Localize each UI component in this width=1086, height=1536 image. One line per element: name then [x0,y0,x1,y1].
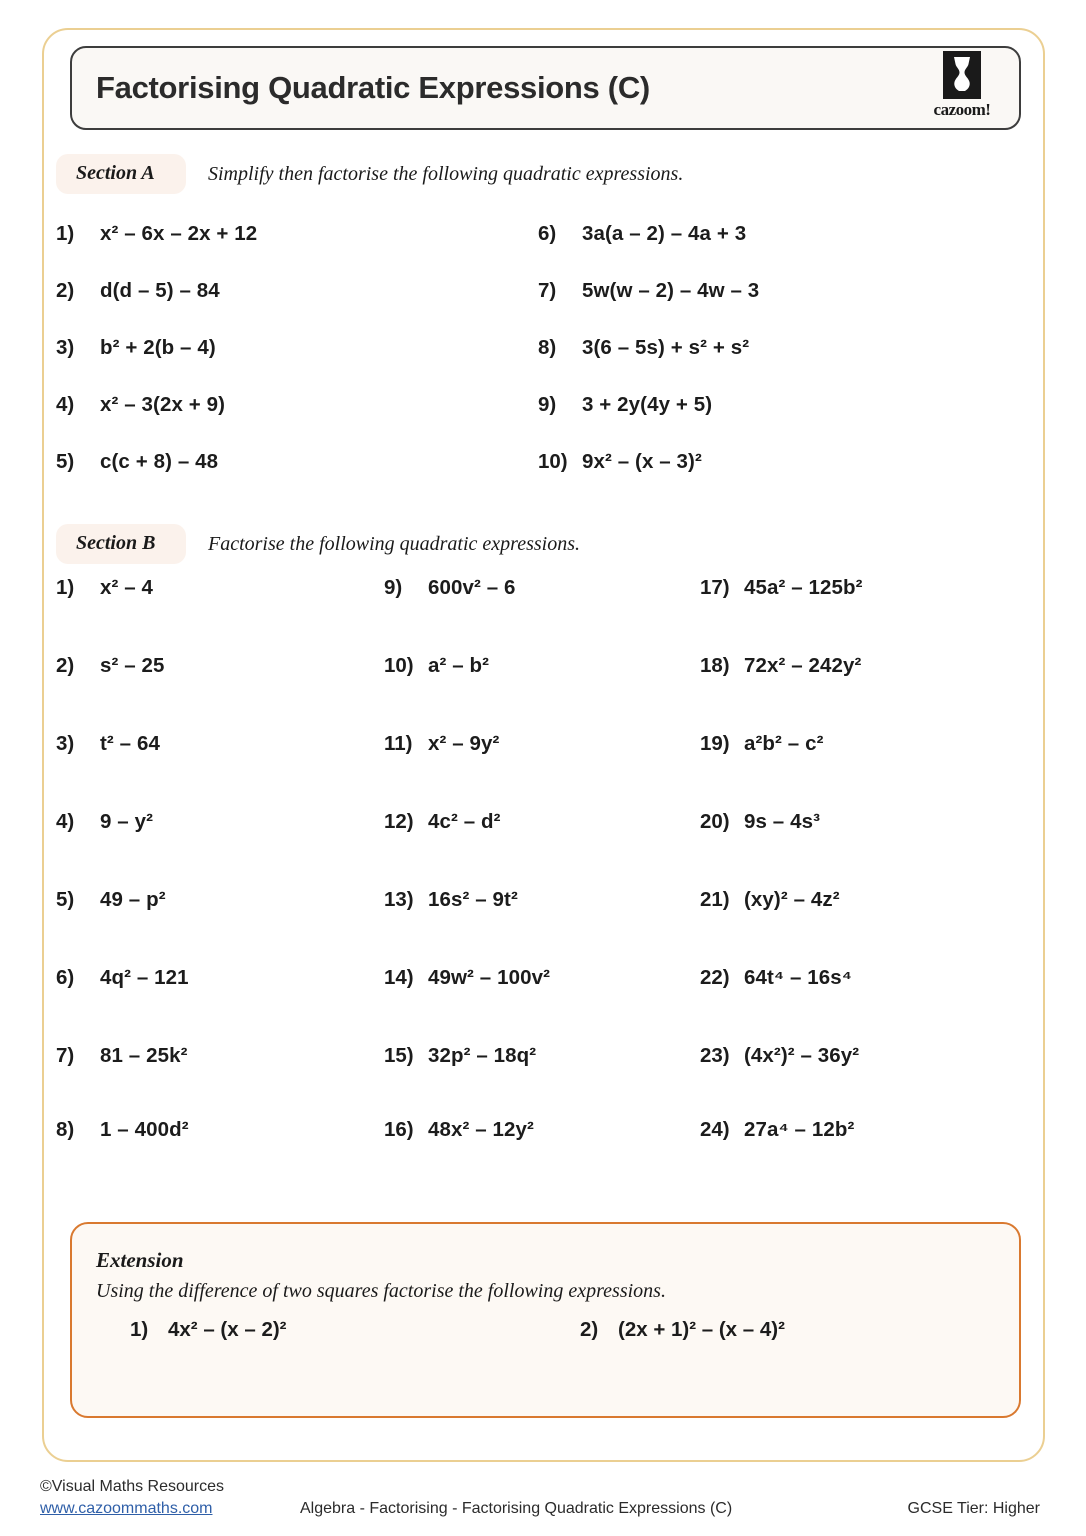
question-number: 4) [56,393,75,416]
question-expression: 49 – p² [100,888,166,911]
question-item [384,966,550,990]
section-b-label: Section B [76,532,156,554]
section-a-label: Section A [76,162,155,184]
section-b-instruction: Factorise the following quadratic expressions. [208,532,581,555]
question-number: 4) [56,810,75,833]
worksheet-title-box [70,46,1021,130]
question-item [700,732,824,756]
extension-instruction: Using the difference of two squares factorise the following expressions. [96,1280,666,1302]
question-expression: x² – 9y² [428,732,500,755]
question-expression: 9s – 4s³ [744,810,821,833]
question-item [538,450,702,474]
question-number: 5) [56,888,75,911]
question-expression: 3(6 – 5s) + s² + s² [582,336,750,359]
question-item [384,576,516,600]
question-number: 9) [538,393,557,416]
question-expression: d(d – 5) – 84 [100,279,220,302]
question-expression: 4x² – (x – 2)² [168,1318,287,1341]
question-item [384,654,489,678]
extension-box [70,1222,1021,1418]
question-number: 6) [538,222,557,245]
question-expression: s² – 25 [100,654,165,677]
question-number: 9) [384,576,403,599]
question-item [56,279,220,303]
footer-website-link[interactable]: www.cazoommaths.com [40,1500,213,1517]
question-item [700,1118,854,1142]
question-number: 2) [580,1318,599,1341]
question-expression: 3a(a – 2) – 4a + 3 [582,222,747,245]
question-expression: (2x + 1)² – (x – 4)² [618,1318,785,1341]
question-number: 24) [700,1118,730,1141]
question-number: 3) [56,336,75,359]
question-number: 22) [700,966,730,989]
question-item [56,888,166,912]
question-number: 7) [56,1044,75,1067]
question-expression: 16s² – 9t² [428,888,518,911]
section-b-pill [56,524,186,564]
section-a-pill [56,154,186,194]
question-item [56,576,153,600]
question-expression: x² – 3(2x + 9) [100,393,226,416]
question-number: 2) [56,279,75,302]
question-expression: b² + 2(b – 4) [100,336,216,359]
question-expression: x² – 6x – 2x + 12 [100,222,258,245]
footer-copyright: ©Visual Maths Resources [40,1478,225,1495]
question-item [384,1118,534,1142]
question-expression: (4x²)² – 36y² [744,1044,860,1067]
question-expression: x² – 4 [100,576,154,599]
question-item [56,1044,188,1068]
question-item [538,279,759,303]
question-number: 7) [538,279,557,302]
question-number: 21) [700,888,730,911]
question-item [384,732,499,756]
question-number: 19) [700,732,730,755]
question-item [700,1044,859,1068]
question-number: 14) [384,966,414,989]
question-expression: 64t⁴ – 16s⁴ [744,966,853,989]
cazoom-wordmark: cazoom! [933,100,991,119]
question-expression: (xy)² – 4z² [744,888,840,911]
footer-tier: GCSE Tier: Higher [907,1500,1040,1517]
question-expression: a²b² – c² [744,732,824,755]
question-number: 1) [56,222,75,245]
question-number: 5) [56,450,75,473]
footer-topic-path: Algebra - Factorising - Factorising Quadratic Expressions (C) [300,1500,733,1517]
question-item [56,966,189,990]
extension-question-item [580,1318,785,1342]
question-expression: 49w² – 100v² [428,966,550,989]
question-number: 11) [384,732,413,755]
question-expression: 81 – 25k² [100,1044,188,1067]
question-number: 6) [56,966,75,989]
page-title: Factorising Quadratic Expressions (C) [96,70,650,105]
question-item [384,810,501,834]
question-expression: c(c + 8) – 48 [100,450,219,473]
question-expression: 48x² – 12y² [428,1118,534,1141]
question-number: 3) [56,732,75,755]
question-expression: 1 – 400d² [100,1118,189,1141]
question-item [538,393,712,417]
question-expression: 27a⁴ – 12b² [744,1118,855,1141]
question-number: 18) [700,654,730,677]
question-expression: 3 + 2y(4y + 5) [582,393,713,416]
question-item [56,336,216,360]
section-a-header [56,152,683,196]
question-item [56,1118,189,1142]
question-expression: 4q² – 121 [100,966,189,989]
question-expression: t² – 64 [100,732,160,755]
question-number: 17) [700,576,730,599]
question-number: 10) [538,450,568,473]
question-number: 12) [384,810,414,833]
question-item [700,810,820,834]
question-item [538,336,749,360]
question-item [538,222,746,246]
question-expression: 45a² – 125b² [744,576,863,599]
question-item [700,966,852,990]
question-expression: 4c² – d² [428,810,501,833]
question-number: 8) [56,1118,75,1141]
question-item [700,654,861,678]
question-number: 1) [130,1318,149,1341]
question-item [56,450,218,474]
question-item [700,576,863,600]
question-number: 8) [538,336,557,359]
question-item [56,732,160,756]
question-number: 16) [384,1118,414,1141]
question-number: 2) [56,654,75,677]
section-b-header [56,522,580,566]
question-expression: 9x² – (x – 3)² [582,450,702,473]
question-expression: 5w(w – 2) – 4w – 3 [582,279,760,302]
question-expression: a² – b² [428,654,490,677]
question-expression: 9 – y² [100,810,154,833]
question-number: 20) [700,810,730,833]
question-number: 10) [384,654,414,677]
question-item [56,222,257,246]
question-item [56,393,225,417]
question-item [56,654,165,678]
extension-question-item [130,1318,287,1342]
section-a-instruction: Simplify then factorise the following quadratic expressions. [208,162,684,185]
question-expression: 600v² – 6 [428,576,516,599]
question-item [384,888,518,912]
footer [0,1478,1086,1536]
question-expression: 72x² – 242y² [744,654,862,677]
question-number: 23) [700,1044,730,1067]
question-item [700,888,840,912]
question-number: 1) [56,576,75,599]
question-expression: 32p² – 18q² [428,1044,537,1067]
question-number: 15) [384,1044,414,1067]
question-item [384,1044,536,1068]
question-item [56,810,153,834]
extension-title: Extension [96,1248,184,1272]
vase-icon [943,51,981,99]
question-number: 13) [384,888,414,911]
cazoom-logo [919,51,1005,125]
